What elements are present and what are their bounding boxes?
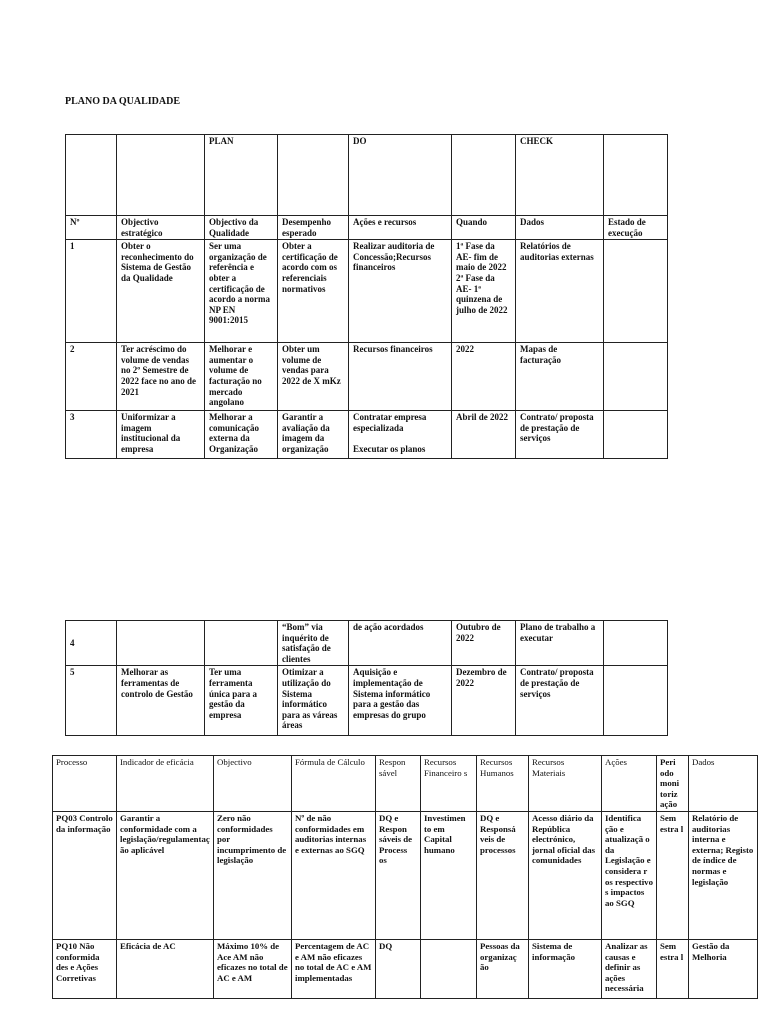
- table-cell: Realizar auditoria de Concessão;Recursos financeiros: [349, 240, 452, 343]
- phase-header-do: DO: [349, 135, 452, 216]
- table-cell: DQ e Respon sáveis de Process os: [376, 812, 421, 940]
- column-header: Recursos Financeiro s: [421, 756, 477, 812]
- phase-header: [117, 135, 205, 216]
- table-cell: Percentagem de AC e AM não eficazes no total de AC e AM implementadas: [292, 940, 376, 999]
- table-cell: Garantir a conformidade com a legislação/regulamentação aplicável: [117, 812, 214, 940]
- table-cell: Mapas de facturação: [516, 343, 604, 411]
- table-cell: Obter o reconhecimento do Sistema de Gestão da Qualidade: [117, 240, 205, 343]
- phase-header: [604, 135, 668, 216]
- column-header: Objectivo da Qualidade: [205, 216, 278, 240]
- quality-plan-continuation-table: [65, 620, 668, 736]
- table-cell: Aquisição e implementação de Sistema informático para a gestão das empresas do grupo: [349, 666, 452, 736]
- process-indicators-table: [52, 755, 758, 999]
- table-cell: Ter acréscimo do volume de vendas no 2º Semestre de 2022 face no ano de 2021: [117, 343, 205, 411]
- table-cell: Relatórios de auditorias externas: [516, 240, 604, 343]
- table-cell: Máximo 10% de Ace AM não eficazes no total de AC e AM: [214, 940, 292, 999]
- table-cell: de ação acordados: [349, 621, 452, 666]
- table-row: [66, 411, 668, 459]
- table-cell: Contrato/ proposta de prestação de serviços: [516, 411, 604, 459]
- table-cell: 3: [66, 411, 117, 459]
- table-cell: Ter uma ferramenta única para a gestão da empresa: [205, 666, 278, 736]
- table-cell: [604, 240, 668, 343]
- phase-header: [452, 135, 516, 216]
- table-row: [66, 621, 668, 666]
- table-cell: DQ: [376, 940, 421, 999]
- column-header: Ações: [602, 756, 657, 812]
- table-cell: PQ03 Controlo da informação: [53, 812, 117, 940]
- table-cell: Sistema de informação: [529, 940, 602, 999]
- table-cell: Outubro de 2022: [452, 621, 516, 666]
- table-cell: Eficácia de AC: [117, 940, 214, 999]
- table-cell: Melhorar as ferramentas de controlo de Gestão: [117, 666, 205, 736]
- table-cell: Otimizar a utilização do Sistema informático para as váreas áreas: [278, 666, 349, 736]
- column-header: Peri odo moni toriz ação: [657, 756, 689, 812]
- table-cell: 4: [66, 621, 117, 666]
- table-cell: Nº de não conformidades em auditorias internas e externas ao SGQ: [292, 812, 376, 940]
- table-cell: Relatório de auditorias interna e externa; Registo de índice de normas e legislação: [689, 812, 758, 940]
- table-row: [53, 812, 758, 940]
- column-header: Respon sável: [376, 756, 421, 812]
- table-cell: [604, 621, 668, 666]
- column-header: Recursos Humanos: [477, 756, 529, 812]
- table-cell: Sem estra l: [657, 812, 689, 940]
- phase-header: [278, 135, 349, 216]
- table-cell: [604, 666, 668, 736]
- table-cell: Sem estra l: [657, 940, 689, 999]
- table-cell: Analizar as causas e definir as ações necessária: [602, 940, 657, 999]
- table-row: [66, 240, 668, 343]
- table-cell: Plano de trabalho a executar: [516, 621, 604, 666]
- phase-header-check: CHECK: [516, 135, 604, 216]
- table-cell: Identifica ção e atualizaçã o da Legislação e considera r os respectivo s impactos ao SGQ: [602, 812, 657, 940]
- column-header: Objectivo estratégico: [117, 216, 205, 240]
- phase-header-plan: PLAN: [205, 135, 278, 216]
- column-header: Quando: [452, 216, 516, 240]
- table-cell: Acesso diário da República electrónico, jornal oficial das comunidades: [529, 812, 602, 940]
- table-row: [53, 940, 758, 999]
- column-header: Nº: [66, 216, 117, 240]
- column-header-row: [66, 216, 668, 240]
- table-cell: Recursos financeiros: [349, 343, 452, 411]
- column-header: Processo: [53, 756, 117, 812]
- page-title: PLANO DA QUALIDADE: [65, 96, 181, 107]
- table-cell: Contratar empresa especializada Executar os planos: [349, 411, 452, 459]
- table-cell: 1ª Fase da AE- fim de maio de 2022 2ª Fase da AE- 1ª quinzena de julho de 2022: [452, 240, 516, 343]
- column-header: Ações e recursos: [349, 216, 452, 240]
- column-header: Fórmula de Cálculo: [292, 756, 376, 812]
- column-header: Indicador de eficácia: [117, 756, 214, 812]
- table-cell: 2: [66, 343, 117, 411]
- table-cell: Obter a certificação de acordo com os referenciais normativos: [278, 240, 349, 343]
- table-cell: 2022: [452, 343, 516, 411]
- table-cell: [604, 411, 668, 459]
- table-cell: Zero não conformidades por incumprimento de legislação: [214, 812, 292, 940]
- table-cell: Contrato/ proposta de prestação de serviços: [516, 666, 604, 736]
- table-cell: [205, 621, 278, 666]
- table-cell: Pessoas da organizaç ão: [477, 940, 529, 999]
- table-cell: Obter um volume de vendas para 2022 de X mKz: [278, 343, 349, 411]
- phase-header-row: [66, 135, 668, 216]
- table-cell: 5: [66, 666, 117, 736]
- table-cell: Gestão da Melhoria: [689, 940, 758, 999]
- column-header: Dados: [689, 756, 758, 812]
- table-cell: Dezembro de 2022: [452, 666, 516, 736]
- column-header-row: [53, 756, 758, 812]
- table-cell: PQ10 Não conformida des e Ações Corretivas: [53, 940, 117, 999]
- table-cell: 1: [66, 240, 117, 343]
- column-header: Objectivo: [214, 756, 292, 812]
- table-cell: Investimen to em Capital humano: [421, 812, 477, 940]
- table-cell: [421, 940, 477, 999]
- column-header: Dados: [516, 216, 604, 240]
- table-cell: Garantir a avaliação da imagem da organização: [278, 411, 349, 459]
- table-cell: Uniformizar a imagem institucional da empresa: [117, 411, 205, 459]
- table-cell: “Bom” via inquérito de satisfação de clientes: [278, 621, 349, 666]
- table-cell: [117, 621, 205, 666]
- table-cell: DQ e Responsá veis de processos: [477, 812, 529, 940]
- column-header: Desempenho esperado: [278, 216, 349, 240]
- table-cell: Abril de 2022: [452, 411, 516, 459]
- quality-plan-table: [65, 134, 668, 459]
- phase-header: [66, 135, 117, 216]
- table-row: [66, 666, 668, 736]
- column-header: Recursos Materiais: [529, 756, 602, 812]
- table-cell: Ser uma organização de referência e obter a certificação de acordo a norma NP EN 9001:2015: [205, 240, 278, 343]
- column-header: Estado de execução: [604, 216, 668, 240]
- table-cell: Melhorar e aumentar o volume de facturação no mercado angolano: [205, 343, 278, 411]
- table-cell: [604, 343, 668, 411]
- table-cell: Melhorar a comunicação externa da Organização: [205, 411, 278, 459]
- table-row: [66, 343, 668, 411]
